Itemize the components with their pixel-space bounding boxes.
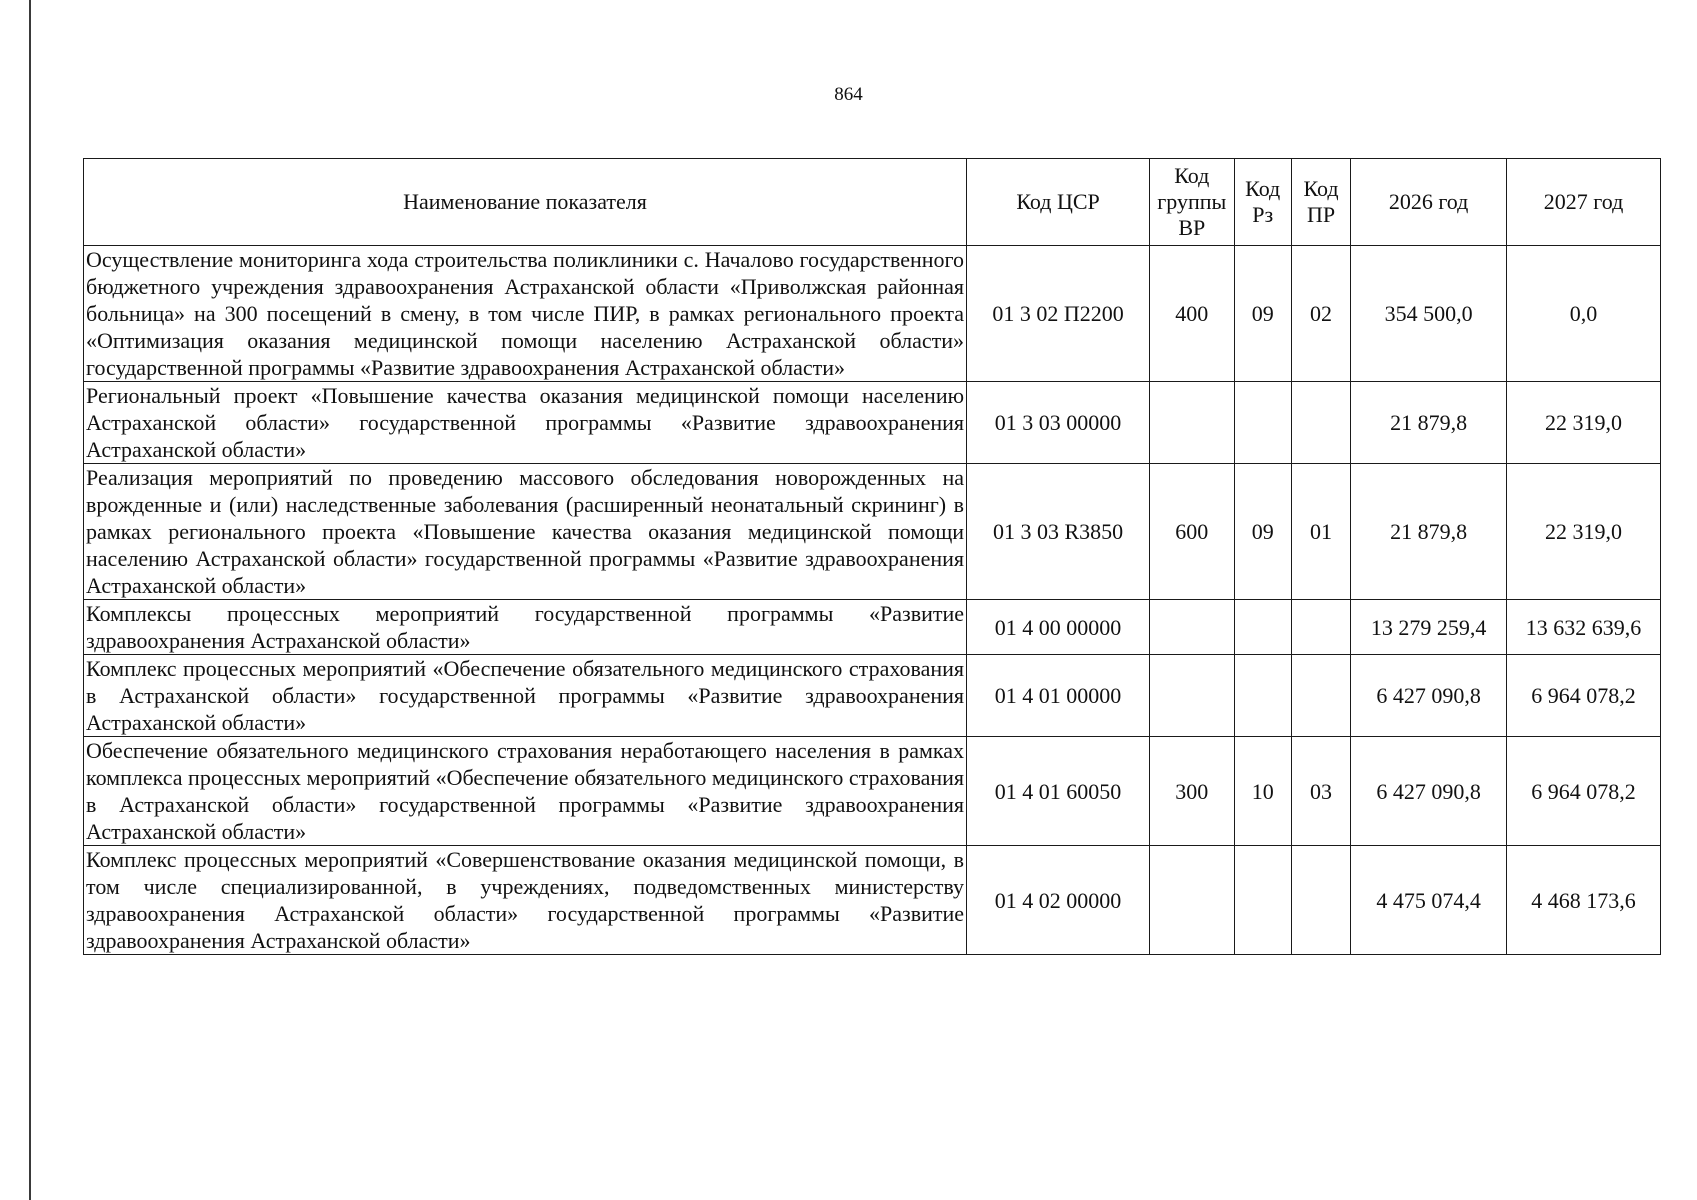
- row-2026: 21 879,8: [1351, 382, 1507, 464]
- table-row: [84, 382, 1661, 464]
- row-2027: 6 964 078,2: [1507, 737, 1661, 846]
- row-2026: 6 427 090,8: [1351, 737, 1507, 846]
- row-vr: [1150, 382, 1234, 464]
- header-vr: Код группы ВР: [1150, 159, 1234, 246]
- header-csr: Код ЦСР: [967, 159, 1150, 246]
- row-2027: 13 632 639,6: [1507, 600, 1661, 655]
- row-pr: [1291, 382, 1350, 464]
- row-vr: [1150, 846, 1234, 955]
- row-name: Комплекс процессных мероприятий «Обеспечение обязательного медицинского страхования в Астраханской области» государственной программы «Развитие здравоохранения Астраханской области»: [84, 655, 967, 737]
- row-name: Региональный проект «Повышение качества оказания медицинской помощи населению Астраханской области» государственной программы «Развитие здравоохранения Астраханской области»: [84, 382, 967, 464]
- row-name: Осуществление мониторинга хода строительства поликлиники с. Началово государственного бюджетного учреждения здравоохранения Астраханской области «Приволжская районная больница» на 300 посещений в смену, в том числе ПИР, в рамках регионального проекта «Оптимизация оказания медицинской помощи населению Астраханской области» государственной программы «Развитие здравоохранения Астраханской области»: [84, 246, 967, 382]
- header-2026: 2026 год: [1351, 159, 1507, 246]
- row-csr: 01 4 00 00000: [967, 600, 1150, 655]
- row-name: Комплекс процессных мероприятий «Совершенствование оказания медицинской помощи, в том числе специализированной, в учреждениях, подведомственных министерству здравоохранения Астраханской области» государственной программы «Развитие здравоохранения Астраханской области»: [84, 846, 967, 955]
- row-2026: 21 879,8: [1351, 464, 1507, 600]
- table-row: [84, 464, 1661, 600]
- table-row: [84, 737, 1661, 846]
- row-2027: 6 964 078,2: [1507, 655, 1661, 737]
- row-csr: 01 3 03 00000: [967, 382, 1150, 464]
- row-2027: 22 319,0: [1507, 464, 1661, 600]
- row-csr: 01 4 01 00000: [967, 655, 1150, 737]
- row-rz: [1234, 382, 1291, 464]
- header-name: Наименование показателя: [84, 159, 967, 246]
- row-name: Реализация мероприятий по проведению массового обследования новорожденных на врожденные и (или) наследственные заболевания (расширенный неонатальный скрининг) в рамках регионального проекта «Повышение качества оказания медицинской помощи населению Астраханской области» государственной программы «Развитие здравоохранения Астраханской области»: [84, 464, 967, 600]
- row-2026: 13 279 259,4: [1351, 600, 1507, 655]
- scan-edge-line: [29, 0, 31, 1200]
- row-2027: 22 319,0: [1507, 382, 1661, 464]
- header-rz: Код Рз: [1234, 159, 1291, 246]
- header-pr: Код ПР: [1291, 159, 1350, 246]
- row-vr: 400: [1150, 246, 1234, 382]
- row-rz: 09: [1234, 464, 1291, 600]
- row-rz: [1234, 600, 1291, 655]
- table-row: [84, 846, 1661, 955]
- row-rz: 10: [1234, 737, 1291, 846]
- row-csr: 01 3 02 П2200: [967, 246, 1150, 382]
- row-rz: [1234, 655, 1291, 737]
- row-2026: 4 475 074,4: [1351, 846, 1507, 955]
- header-2027: 2027 год: [1507, 159, 1661, 246]
- table-row: [84, 655, 1661, 737]
- row-pr: [1291, 600, 1350, 655]
- table-header-row: [84, 159, 1661, 246]
- row-2027: 0,0: [1507, 246, 1661, 382]
- row-name: Обеспечение обязательного медицинского страхования неработающего населения в рамках комплекса процессных мероприятий «Обеспечение обязательного медицинского страхования в Астраханской области» государственной программы «Развитие здравоохранения Астраханской области»: [84, 737, 967, 846]
- row-vr: 600: [1150, 464, 1234, 600]
- row-pr: [1291, 655, 1350, 737]
- row-rz: 09: [1234, 246, 1291, 382]
- table-row: [84, 246, 1661, 382]
- row-vr: [1150, 655, 1234, 737]
- row-pr: 01: [1291, 464, 1350, 600]
- row-pr: [1291, 846, 1350, 955]
- row-2026: 6 427 090,8: [1351, 655, 1507, 737]
- row-2027: 4 468 173,6: [1507, 846, 1661, 955]
- row-vr: [1150, 600, 1234, 655]
- row-pr: 02: [1291, 246, 1350, 382]
- budget-table: [83, 158, 1661, 955]
- row-2026: 354 500,0: [1351, 246, 1507, 382]
- page-number: 864: [834, 84, 863, 105]
- row-rz: [1234, 846, 1291, 955]
- row-csr: 01 3 03 R3850: [967, 464, 1150, 600]
- row-vr: 300: [1150, 737, 1234, 846]
- row-csr: 01 4 02 00000: [967, 846, 1150, 955]
- row-name: Комплексы процессных мероприятий государственной программы «Развитие здравоохранения Астраханской области»: [84, 600, 967, 655]
- table-row: [84, 600, 1661, 655]
- row-pr: 03: [1291, 737, 1350, 846]
- row-csr: 01 4 01 60050: [967, 737, 1150, 846]
